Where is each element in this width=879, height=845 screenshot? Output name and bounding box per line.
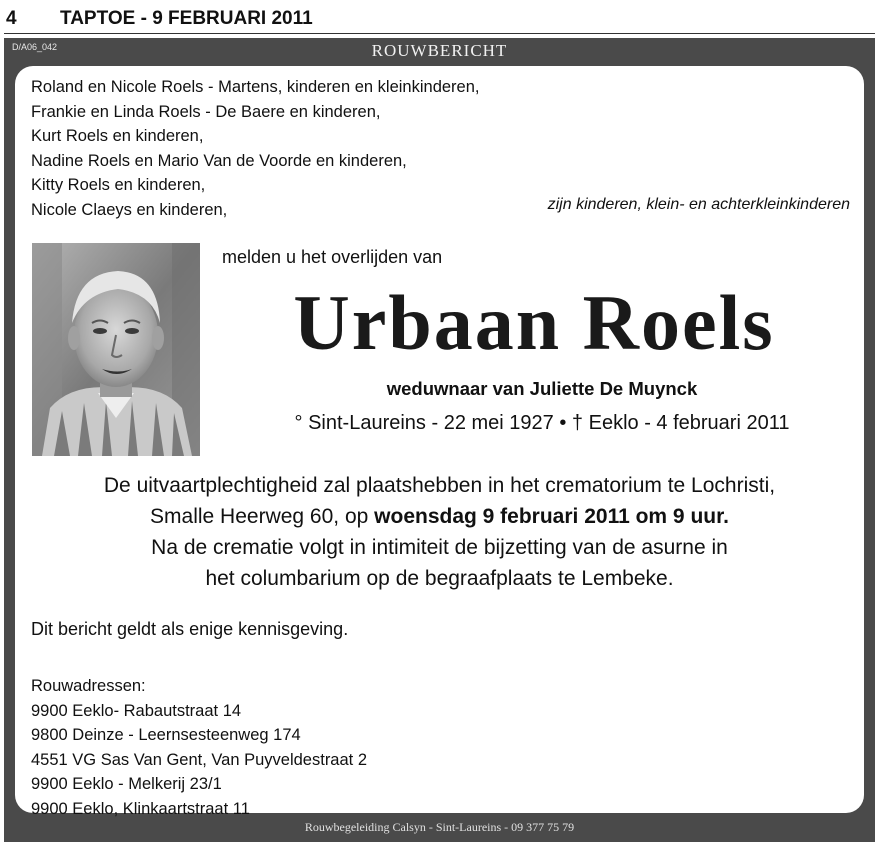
ceremony-line: het columbarium op de begraafplaats te Lembeke.: [205, 567, 674, 590]
ceremony-text: [15, 470, 864, 594]
page-number: 4: [6, 8, 17, 29]
obituary-heading: ROUWBERICHT: [371, 41, 508, 60]
page-header: [6, 6, 874, 32]
deceased-name: Urbaan Roels: [293, 279, 775, 366]
ceremony-line: [15, 501, 864, 532]
family-name-line: Nicole Claeys en kinderen,: [31, 200, 228, 219]
family-name-line: Frankie en Linda Roels - De Baere en kinderen,: [31, 102, 381, 121]
addresses-heading: Rouwadressen:: [31, 677, 146, 695]
addresses-list: [31, 699, 367, 822]
ceremony-date-time: woensdag 9 februari 2011 om 9 uur.: [374, 505, 729, 528]
family-names-list: [31, 75, 480, 222]
address-item: 9900 Eeklo - Melkerij 23/1: [31, 775, 222, 793]
life-dates: [222, 412, 862, 435]
family-relation: zijn kinderen, klein- en achterkleinkinderen: [547, 196, 850, 213]
ceremony-address: Smalle Heerweg 60, op: [150, 505, 375, 528]
address-item: 9800 Deinze - Leernsesteenweg 174: [31, 726, 301, 744]
address-item: 4551 VG Sas Van Gent, Van Puyveldestraat 2: [31, 750, 368, 769]
birth-date: ° Sint-Laureins - 22 mei 1927: [294, 412, 554, 434]
address-item: 9900 Eeklo, Klinkaartstraat 11: [31, 799, 250, 818]
page-title: TAPTOE - 9 FEBRUARI 2011: [60, 8, 313, 29]
death-date: † Eeklo - 4 februari 2011: [571, 412, 790, 434]
spouse-line: weduwnaar van Juliette De Muynck: [386, 378, 698, 399]
header-divider: [4, 33, 875, 34]
family-name-line: Nadine Roels en Mario Van de Voorde en kinderen,: [31, 151, 407, 170]
notice-text: Dit bericht geldt als enige kennisgeving.: [31, 619, 349, 639]
ad-code: D/A06_042: [12, 42, 58, 52]
mourning-addresses: [31, 674, 367, 821]
announcement-intro: melden u het overlijden van: [222, 247, 443, 267]
portrait-image: [32, 243, 200, 456]
family-name-line: Kurt Roels en kinderen,: [31, 127, 204, 145]
portrait-photo: [32, 243, 200, 456]
address-item: 9900 Eeklo- Rabautstraat 14: [31, 701, 242, 720]
family-name-line: Kitty Roels en kinderen,: [31, 176, 206, 194]
funeral-director-footer: Rouwbegeleiding Calsyn - Sint-Laureins - 09 377 75 79: [304, 820, 575, 834]
ceremony-line: Na de crematie volgt in intimiteit de bijzetting van de asurne in: [151, 536, 728, 559]
family-name-line: Roland en Nicole Roels - Martens, kinderen en kleinkinderen,: [31, 78, 480, 96]
dates-separator: •: [559, 412, 567, 434]
ceremony-line: De uitvaartplechtigheid zal plaatshebben in het crematorium te Lochristi,: [103, 474, 776, 497]
